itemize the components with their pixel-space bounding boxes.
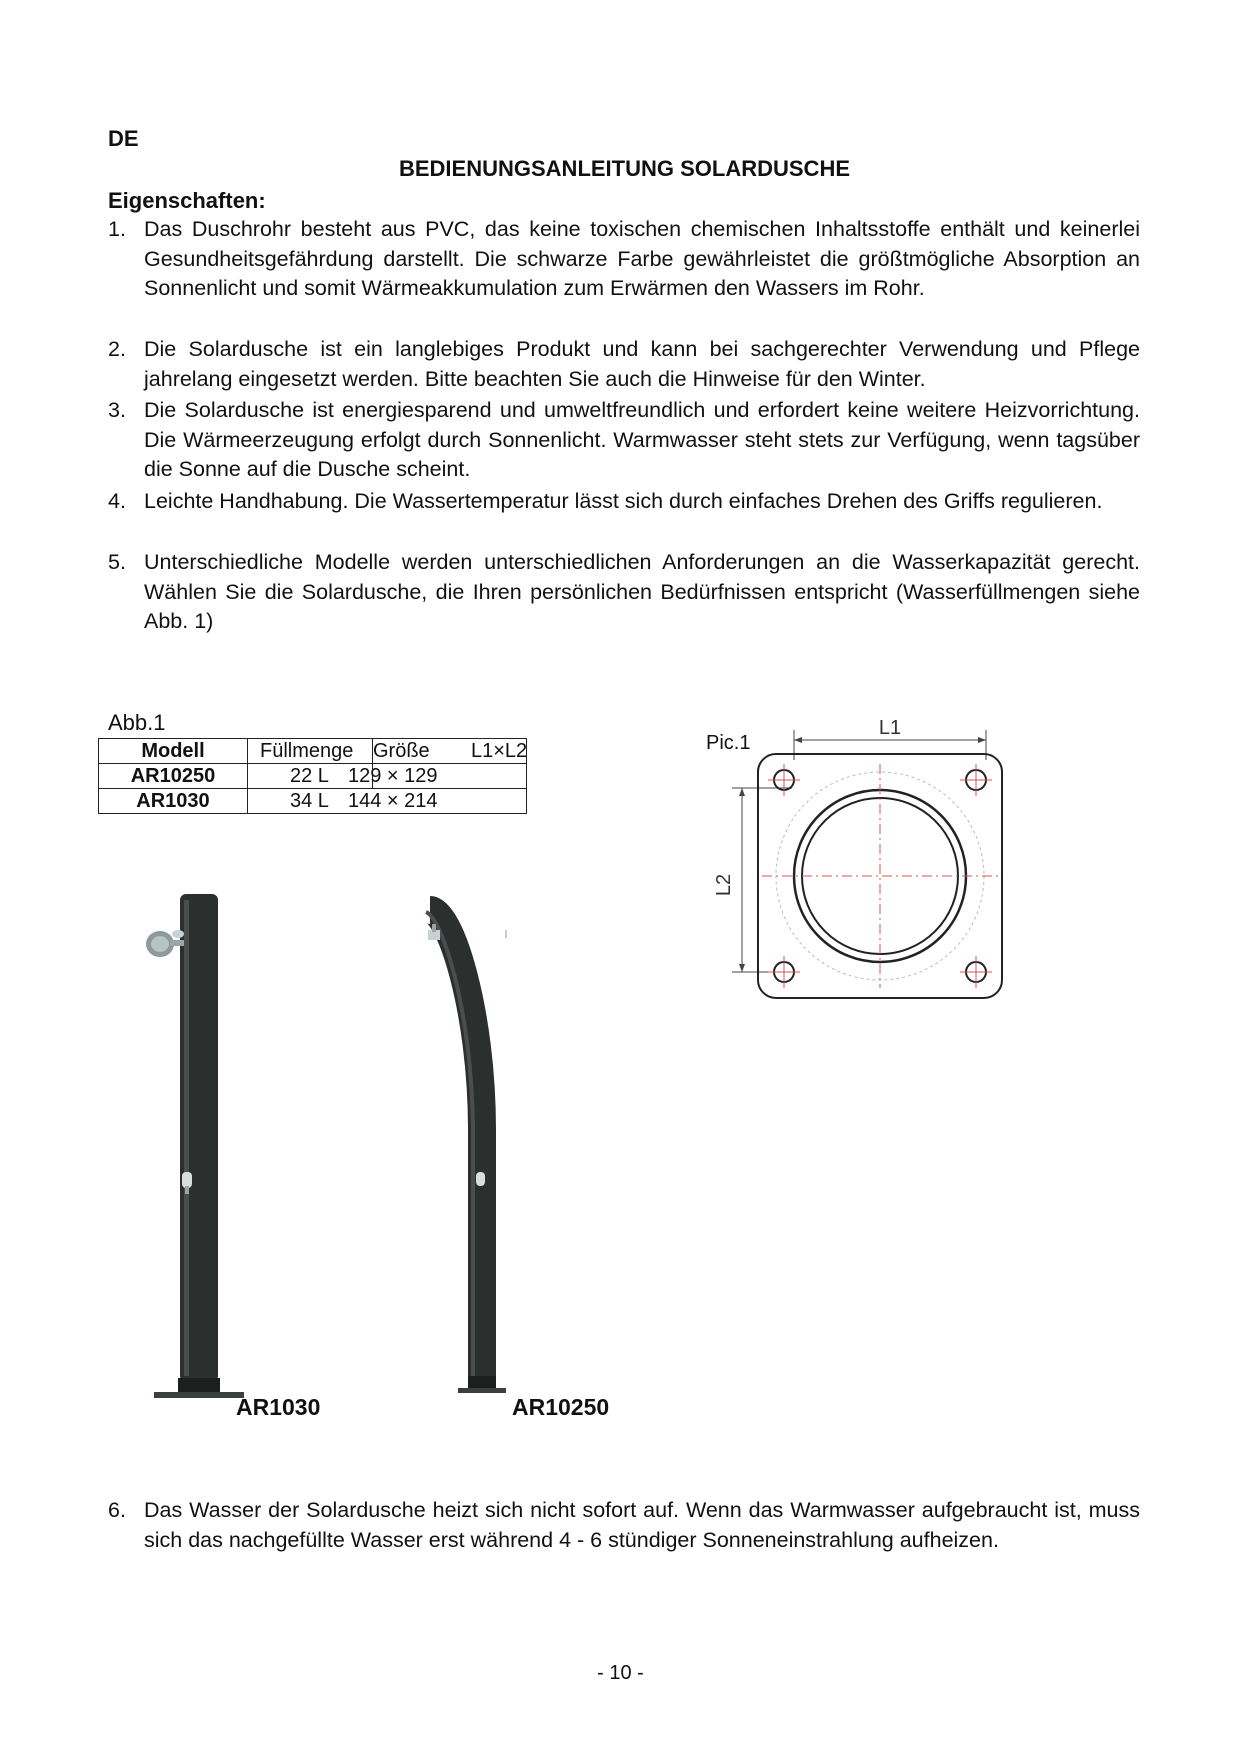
- table-caption: Abb.1: [108, 710, 166, 735]
- cell-model: AR1030: [99, 789, 248, 814]
- cell-capacity: 22 L: [290, 765, 329, 787]
- product-label-ar1030: AR1030: [236, 1394, 321, 1420]
- shower-ar1030-image: [140, 890, 260, 1410]
- item-number: 6.: [108, 1498, 126, 1522]
- item-text: Leichte Handhabung. Die Wassertemperatur lässt sich durch einfaches Drehen des Griffs regulieren.: [144, 489, 1103, 513]
- product-label-ar10250: AR10250: [512, 1394, 610, 1420]
- list-item: [108, 487, 1140, 517]
- page-title: BEDIENUNGSANLEITUNG SOLARDUSCHE: [398, 156, 851, 181]
- item-text: Das Duschrohr besteht aus PVC, das keine toxischen chemischen Inhaltsstoffe enthält und keinerlei Gesundheitsgefährdung darstellt. Die schwarze Farbe gewährleistet die größtmögliche Absorption an Sonnenlicht und somit Wärmeakkumulation zum Erwärmen den Wassers im Rohr.: [144, 217, 1140, 300]
- diagram-label: Pic.1: [706, 732, 751, 754]
- page-number: - 10 -: [597, 1662, 644, 1684]
- list-item: [108, 335, 1140, 394]
- header-group: [248, 739, 527, 764]
- list-item: [108, 215, 1140, 304]
- dim-l1-label: L1: [878, 717, 902, 739]
- item-number: 2.: [108, 337, 126, 361]
- table-row: [99, 789, 527, 814]
- item-number: 4.: [108, 489, 126, 513]
- item-number: 1.: [108, 217, 126, 241]
- header-dimensions: L1×L2: [471, 740, 528, 762]
- cell-size: 144 × 214: [348, 790, 438, 812]
- cell-size: 129 × 129: [348, 765, 438, 787]
- item-text: Die Solardusche ist energiesparend und umweltfreundlich und erfordert keine weitere Heizvorrichtung. Die Wärmeerzeugung erfolgt durch Sonnenlicht. Warmwasser steht stets zur Verfügung, wenn tagsüber die Sonne auf die Dusche scheint.: [144, 398, 1140, 481]
- list-item: [108, 396, 1140, 485]
- shower-ar10250-image: [410, 890, 520, 1410]
- language-code: DE: [108, 126, 139, 151]
- cell-values: [248, 789, 527, 814]
- base-plate-diagram: [700, 710, 1030, 1020]
- dim-l2-label: L2: [713, 873, 735, 897]
- cell-model: AR10250: [99, 764, 248, 789]
- cell-capacity: 34 L: [290, 790, 329, 812]
- properties-heading: Eigenschaften:: [108, 188, 266, 213]
- table-row: [99, 764, 527, 789]
- item-number: 5.: [108, 550, 126, 574]
- item-number: 3.: [108, 398, 126, 422]
- item-text: Das Wasser der Solardusche heizt sich nicht sofort auf. Wenn das Warmwasser aufgebraucht ist, muss sich das nachgefüllte Wasser erst während 4 - 6 stündiger Sonneneinstrahlung aufheizen.: [144, 1498, 1140, 1552]
- header-capacity: Füllmenge: [260, 740, 354, 762]
- item-text: Unterschiedliche Modelle werden unterschiedlichen Anforderungen an die Wasserkapazität gerecht. Wählen Sie die Solardusche, die Ihren persönlichen Bedürfnissen entspricht (Wasserfüllmengen siehe Abb. 1): [144, 550, 1140, 633]
- item-text: Die Solardusche ist ein langlebiges Produkt und kann bei sachgerechter Verwendung und Pflege jahrelang eingesetzt werden. Bitte beachten Sie auch die Hinweise für den Winter.: [144, 337, 1140, 391]
- capacity-table: [98, 738, 527, 814]
- header-model: Modell: [99, 739, 248, 764]
- list-item: [108, 1496, 1140, 1555]
- list-item: [108, 548, 1140, 637]
- header-size: Größe: [373, 740, 430, 762]
- table-header-row: [99, 739, 527, 764]
- cell-values: [248, 764, 527, 789]
